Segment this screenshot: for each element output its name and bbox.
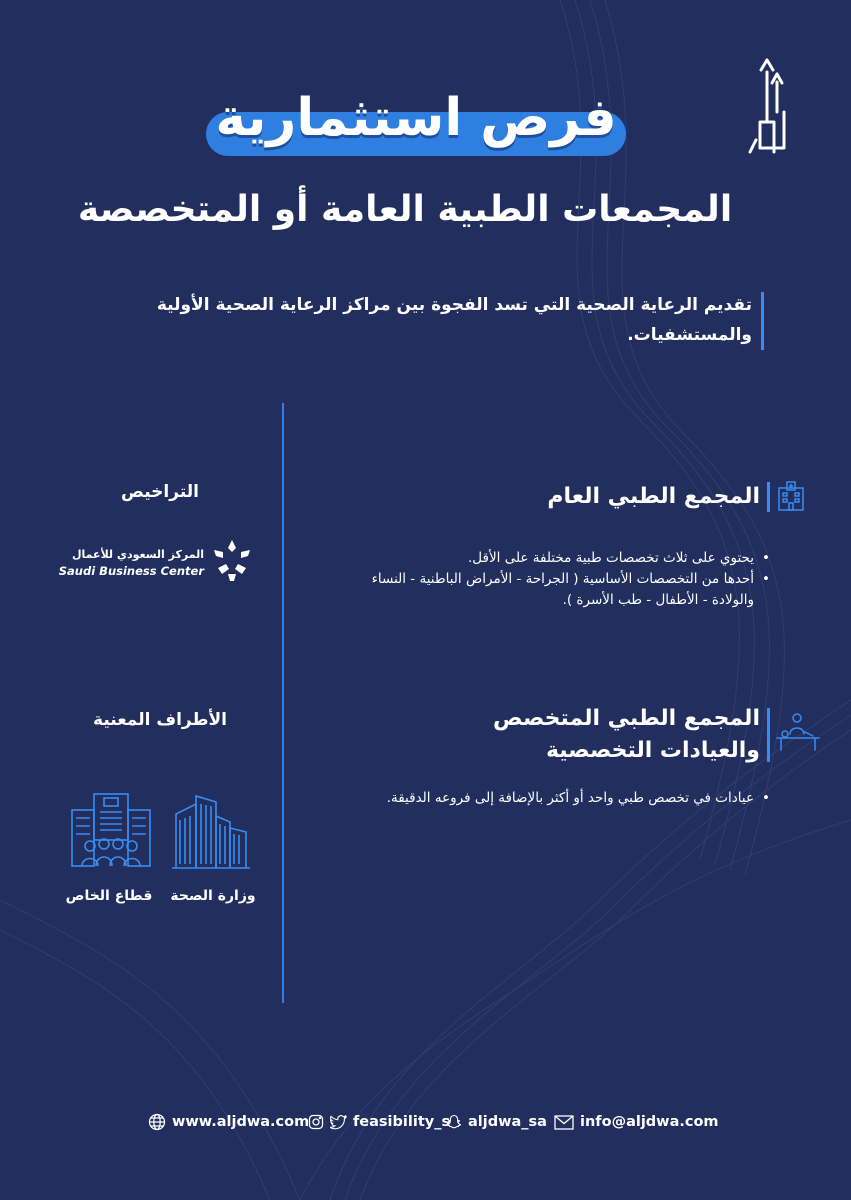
- sbc-mark-icon: [212, 538, 252, 582]
- footer-contacts: [140, 1108, 720, 1136]
- email-text: info@aljdwa.com: [580, 1114, 719, 1130]
- list-item: • يحتوي على ثلاث تخصصات طبية مختلفة على الأقل.: [345, 548, 770, 569]
- footer-email[interactable]: [554, 1108, 719, 1136]
- licenses-heading: التراخيص: [121, 482, 199, 502]
- footer-website[interactable]: [148, 1108, 309, 1136]
- specialized-complex-title-line2: والعيادات التخصصية: [545, 738, 760, 763]
- globe-icon: [148, 1113, 166, 1131]
- doctor-patient-icon: [775, 712, 821, 752]
- social-handle-text: feasibility_s: [353, 1114, 451, 1130]
- office-people-icon: [70, 790, 152, 870]
- website-text: www.aljdwa.com: [172, 1114, 310, 1130]
- specialized-complex-bullets: [370, 788, 770, 809]
- party-label-private-sector: قطاع الخاص: [65, 888, 153, 904]
- party-label-moh: وزارة الصحة: [170, 888, 256, 904]
- snapchat-text: aljdwa_sa: [468, 1114, 547, 1130]
- intro-text: تقديم الرعاية الصحية التي تسد الفجوة بين مراكز الرعاية الصحية الأولية والمستشفيات.: [156, 295, 752, 345]
- mail-icon: [554, 1115, 574, 1130]
- parties-heading: الأطراف المعنية: [93, 710, 227, 730]
- aljdwa-logo: [744, 52, 790, 162]
- general-complex-accent-bar: [767, 482, 770, 512]
- general-complex-bullets: [345, 548, 770, 611]
- sbc-arabic-name: المركز السعودي للأعمال: [72, 548, 204, 561]
- footer-snapchat[interactable]: [446, 1108, 547, 1136]
- hospital-building-icon: [775, 480, 807, 512]
- footer-social[interactable]: [308, 1108, 450, 1136]
- saudi-business-center-logo: [58, 536, 256, 584]
- list-item: • عيادات في تخصص طبي واحد أو أكثر بالإضافة إلى فروعه الدقيقة.: [370, 788, 770, 809]
- instagram-icon: [308, 1114, 324, 1130]
- snapchat-icon: [446, 1114, 462, 1130]
- skyscrapers-icon: [172, 792, 250, 870]
- list-item: • أحدها من التخصصات الأساسية ( الجراحة - الأمراض الباطنية - النساء والولادة - الأطفال - طب الأسرة ).: [345, 569, 770, 611]
- page-subtitle: المجمعات الطبية العامة أو المتخصصة: [77, 189, 733, 230]
- sbc-english-name: Saudi Business Center: [58, 564, 204, 578]
- column-divider: [282, 403, 284, 1003]
- hero-title: فرص استثمارية: [215, 88, 617, 148]
- specialized-complex-title-line1: المجمع الطبي المتخصص: [492, 706, 760, 731]
- general-complex-title: المجمع الطبي العام: [547, 484, 760, 509]
- intro-accent-bar: [761, 292, 764, 350]
- specialized-complex-accent-bar: [767, 708, 770, 762]
- twitter-icon: [330, 1115, 347, 1130]
